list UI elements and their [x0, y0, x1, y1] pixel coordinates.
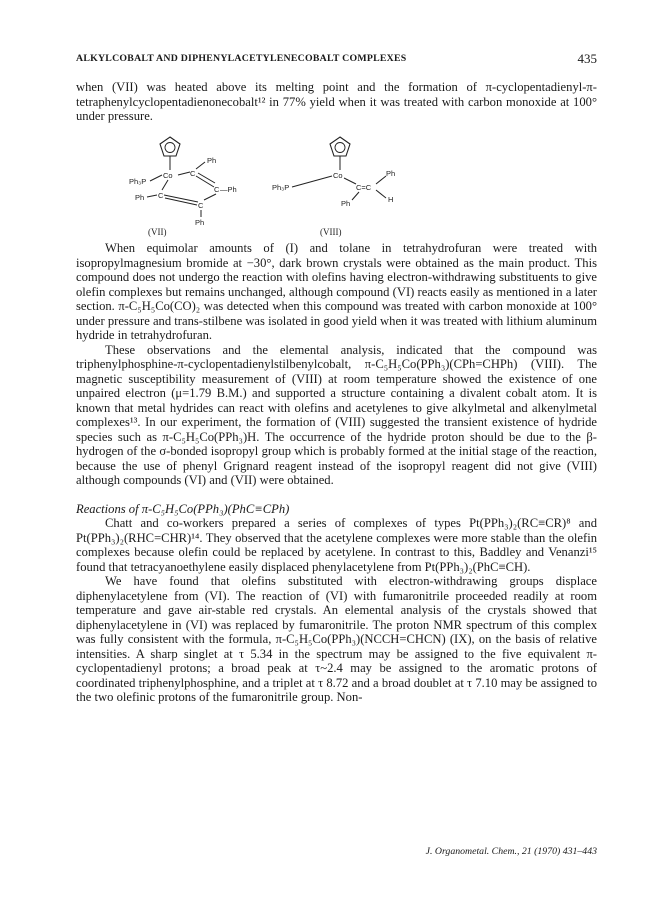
structure-vii	[128, 132, 278, 236]
c-atom: C	[158, 191, 164, 200]
running-title: ALKYLCOBALT AND DIPHENYLACETYLENECOBALT COMPLEXES	[76, 53, 407, 64]
ph-label: Ph	[341, 199, 351, 208]
ph-right-label: —Ph	[220, 185, 237, 194]
cyclopentadienyl-ring	[160, 137, 180, 156]
structure-label-vii: (VII)	[148, 227, 167, 237]
structure-label-viii: (VIII)	[320, 227, 342, 237]
ph-label: Ph	[195, 218, 205, 227]
page-number: 435	[577, 51, 597, 66]
ph-label: Ph	[135, 193, 145, 202]
ring-circle	[165, 143, 175, 153]
c-atom: C	[214, 185, 220, 194]
page-header	[76, 52, 597, 68]
paragraph-3: Chatt and co-workers prepared a series of complexes of types Pt(PPh₃)₂(RC≡CR)⁸ and Pt(PPh₃)₂(RHC=CHR)¹⁴. They observed that the acetylene complexes were more stable than the olefin complexes because olefin could be replaced by acetylene. In contrast to this, Baddley and Venanzi¹⁵ found that tetracyanoethylene easily displaced phenylacetylene from Pt(PPh₃)₂(PhC≡CH).	[76, 516, 597, 574]
body-text	[76, 241, 597, 705]
paragraph-2: These observations and the elemental analysis, indicated that the compound was triphenylphosphine-π-cyclopentadienylstilbenylcobalt, π-C₅H₅Co(PPh₃)(CPh=CHPh) (VIII). The magnetic susceptibility measurement of (VIII) at room temperature showed the existence of one unpaired electron (μ=1.79 B.M.) and supported a structure containing a divalent cobalt atom. It is known that metal hydrides can react with olefins and acetylenes to give alkylmetal and alkenylmetal complexes¹³. In our experiment, the formation of (VIII) suggested the transient existence of hydride species such as π-C₅H₅Co(PPh₃)H. The occurrence of the hydride proton should be due to the β-hydrogen of the σ-bonded isopropyl group which is probably formed at the initial stage of the reaction, because the use of phenyl Grignard reagent instead of the isopropyl reagent did not give (VIII) although compounds (VI) and (VII) were obtained.	[76, 342, 597, 487]
paragraph-1: When equimolar amounts of (I) and tolane in tetrahydrofuran were treated with isopropylmagnesium bromide at −30°, dark brown crystals were obtained as the main product. This compound does not undergo the reaction with olefins having electron-withdrawing substituents to give olefin complexes but remains unchanged, although compound (VI) reacts easily as mentioned in a later section. π-C₅H₅Co(CO)₂ was detected when this compound was treated with carbon monoxide at 100° under pressure and trans-stilbene was isolated in good yield when it was treated with lithium aluminum hydride in tetrahydrofuran.	[76, 241, 597, 342]
ph-label: Ph	[207, 156, 217, 165]
cyclopentadienyl-ring	[330, 137, 350, 156]
co-atom: Co	[163, 171, 173, 180]
c-atom: C	[190, 169, 196, 178]
journal-citation: J. Organometal. Chem., 21 (1970) 431–443	[425, 846, 597, 857]
intro-paragraph: when (VII) was heated above its melting point and the formation of π-cyclopentadienyl-π-tetraphenylcyclopentadienonecobalt¹² in 77% yield when it was treated with carbon monoxide at 100° under pressure.	[76, 80, 597, 123]
ring-circle	[335, 143, 345, 153]
structure-viii	[272, 132, 430, 237]
c-atom: C	[198, 201, 204, 210]
ph3p-label: Ph₃P	[272, 183, 290, 192]
spacer	[76, 488, 597, 502]
intro-paragraph-block	[76, 80, 597, 124]
co-atom: Co	[333, 171, 343, 180]
ph-label: Ph	[386, 169, 396, 178]
paragraph-4: We have found that olefins substituted with electron-withdrawing groups displace diphenylacetylene from (VI). The reaction of (VI) with fumaronitrile proceeded readily at room temperature and gave air-stable red crystals. An elemental analysis of the crystals showed that diphenylacetylene in (VI) was replaced by fumaronitrile. The proton NMR spectrum of this complex was fully consistent with the formula, π-C₅H₅Co(PPh₃)(NCCH=CHCN) (IX), on the basis of relative intensities. A sharp singlet at τ 5.34 in the spectrum may be assigned to the five equivalent π-cyclopentadienyl protons; a broad peak at τ~2.4 may be assigned to the aromatic protons of coordinated triphenylphosphine, and a triplet at τ 8.72 and a broad doublet at τ 7.10 may be assigned to the two olefinic protons of the fumaronitrile group. Non-	[76, 574, 597, 704]
section-heading: Reactions of π-C₅H₅Co(PPh₃)(PhC≡CPh)	[76, 501, 290, 516]
c-eq-c: C=C	[356, 183, 372, 192]
h-label: H	[388, 195, 394, 204]
ph3p-label: Ph₃P	[129, 177, 147, 186]
